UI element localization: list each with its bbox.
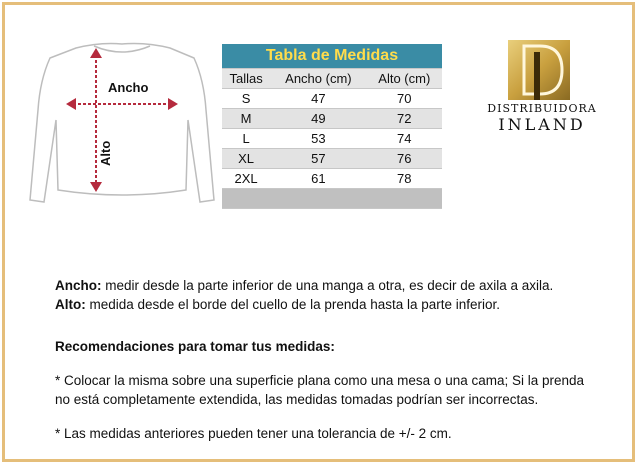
cell-alto: 70 bbox=[367, 89, 442, 109]
header-tallas: Tallas bbox=[222, 69, 270, 89]
logo-line2: INLAND bbox=[498, 115, 586, 134]
size-table bbox=[222, 44, 442, 209]
table-title: Tabla de Medidas bbox=[222, 44, 442, 69]
table-row bbox=[222, 169, 442, 189]
shirt-diagram bbox=[24, 40, 220, 210]
table-row bbox=[222, 109, 442, 129]
cell-ancho: 61 bbox=[270, 169, 366, 189]
cell-ancho: 47 bbox=[270, 89, 366, 109]
table-row bbox=[222, 129, 442, 149]
ancho-label: Ancho bbox=[108, 80, 149, 95]
cell-ancho: 53 bbox=[270, 129, 366, 149]
cell-alto: 72 bbox=[367, 109, 442, 129]
recommendations-title: Recomendaciones para tomar tus medidas: bbox=[55, 339, 335, 354]
logo-line1: DISTRIBUIDORA bbox=[487, 102, 597, 115]
table-empty-row bbox=[222, 189, 442, 209]
table-row bbox=[222, 149, 442, 169]
ancho-term: Ancho: bbox=[55, 278, 102, 293]
cell-alto: 74 bbox=[367, 129, 442, 149]
cell-ancho: 49 bbox=[270, 109, 366, 129]
cell-size: XL bbox=[222, 149, 270, 169]
cell-size: L bbox=[222, 129, 270, 149]
recommendation-1-line1: * Colocar la misma sobre una superficie plana como una mesa o una cama; Si la prenda bbox=[55, 373, 585, 388]
table-title-row bbox=[222, 44, 442, 69]
cell-size: S bbox=[222, 89, 270, 109]
header-ancho: Ancho (cm) bbox=[270, 69, 366, 89]
ancho-desc: medir desde la parte inferior de una manga a otra, es decir de axila a axila. bbox=[101, 278, 554, 293]
alto-label: Alto bbox=[98, 140, 113, 166]
cell-alto: 78 bbox=[367, 169, 442, 189]
table-row bbox=[222, 89, 442, 109]
cell-alto: 76 bbox=[367, 149, 442, 169]
table-header-row bbox=[222, 69, 442, 89]
alto-description bbox=[55, 296, 500, 314]
cell-size: 2XL bbox=[222, 169, 270, 189]
alto-desc: medida desde el borde del cuello de la prenda hasta la parte inferior. bbox=[85, 297, 501, 312]
shirt-outline bbox=[30, 44, 214, 203]
header-alto: Alto (cm) bbox=[367, 69, 442, 89]
cell-size: M bbox=[222, 109, 270, 129]
recommendation-2: * Las medidas anteriores pueden tener una tolerancia de +/- 2 cm. bbox=[55, 426, 452, 441]
cell-ancho: 57 bbox=[270, 149, 366, 169]
alto-term: Alto: bbox=[55, 297, 86, 312]
recommendation-1-line2: no está completamente extendida, las medidas tomadas podrían ser incorrectas. bbox=[55, 392, 539, 407]
ancho-description bbox=[55, 277, 553, 295]
